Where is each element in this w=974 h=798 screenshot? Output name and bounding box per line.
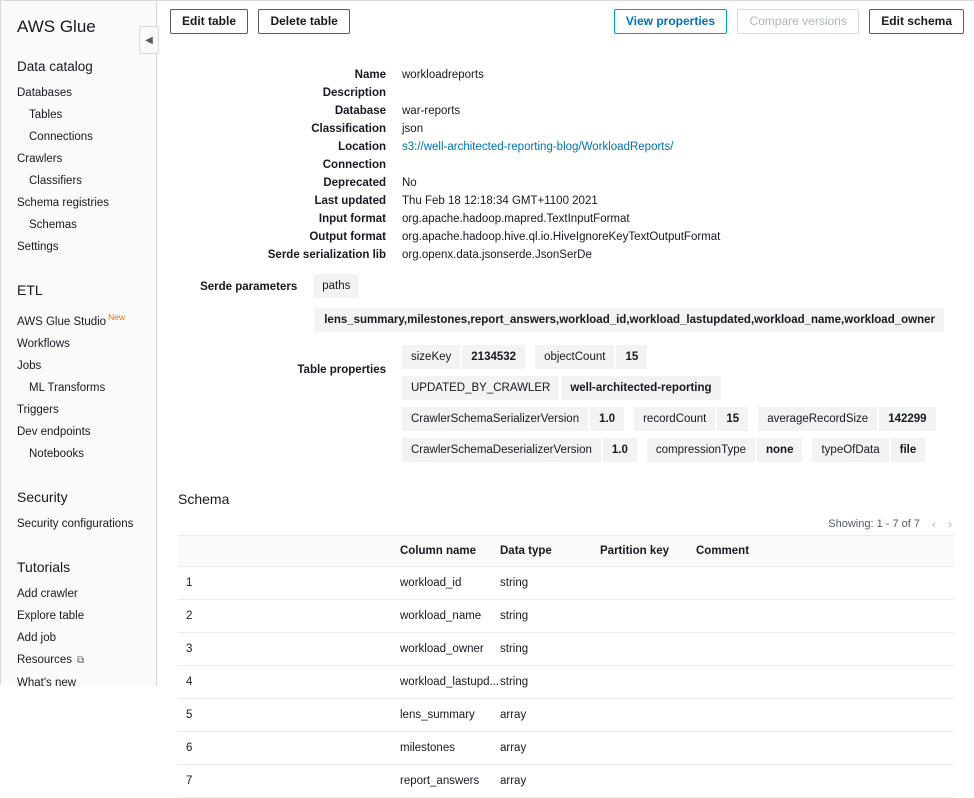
sidebar-item-label: Triggers: [17, 403, 59, 416]
sidebar-item-jobs[interactable]: [1, 355, 156, 377]
schema-col-comment[interactable]: Comment: [688, 536, 954, 567]
sidebar-item-add-job[interactable]: [1, 627, 156, 649]
sidebar-item-label: Security configurations: [17, 517, 134, 530]
sidebar-item-label: Connections: [29, 131, 93, 143]
edit-schema-button[interactable]: Edit schema: [869, 9, 964, 34]
sidebar-item-label: ML Transforms: [29, 381, 106, 394]
detail-label: Connection: [322, 159, 386, 171]
row-partition-key: [592, 567, 688, 600]
row-comment: [688, 600, 954, 633]
table-row[interactable]: [178, 732, 954, 765]
sidebar-item-label: AWS Glue Studio: [17, 315, 107, 328]
new-badge: New: [108, 312, 126, 322]
table-toolbar: [158, 1, 974, 41]
schema-heading: Schema: [178, 491, 230, 507]
sidebar-spacer: [1, 535, 156, 545]
detail-value: workloadreports: [402, 69, 484, 81]
sidebar-item-ml-transforms[interactable]: [1, 377, 156, 399]
table-properties-value: [402, 345, 954, 469]
row-partition-key: [592, 765, 688, 798]
detail-value: org.openx.data.jsonserde.JsonSerDe: [402, 249, 592, 261]
detail-label: Classification: [311, 123, 386, 135]
schema-col-index: [178, 536, 392, 567]
table-properties-row: [178, 345, 954, 469]
property-chip: [402, 407, 624, 431]
toolbar-left-group: [170, 9, 356, 34]
row-partition-key: [592, 699, 688, 732]
detail-row: [178, 121, 954, 138]
detail-label: Last updated: [314, 195, 386, 207]
detail-value: No: [402, 177, 417, 189]
row-index: 1: [178, 567, 392, 600]
detail-label: Description: [322, 87, 386, 99]
external-link-icon: ⧉: [76, 654, 85, 666]
schema-table: [178, 535, 954, 798]
property-chip: [402, 345, 525, 369]
property-value: 15: [715, 407, 748, 431]
sidebar-section-title: Security: [17, 488, 68, 505]
sidebar-item-label: Jobs: [17, 359, 42, 372]
sidebar-item-label: Notebooks: [29, 447, 84, 460]
sidebar-item-label: Resources: [17, 653, 72, 666]
detail-row: [178, 247, 954, 264]
property-chip: [402, 376, 721, 400]
schema-col-column-name[interactable]: Column name: [392, 536, 492, 567]
sidebar-collapse-toggle[interactable]: [139, 26, 159, 54]
detail-label: Location: [338, 141, 386, 153]
detail-value: war-reports: [402, 105, 461, 117]
sidebar-section-title: ETL: [17, 282, 43, 298]
property-key: typeOfData: [812, 438, 888, 462]
row-column-name: milestones: [392, 732, 492, 765]
row-data-type: string: [492, 567, 592, 600]
sidebar-spacer: [1, 465, 156, 475]
row-data-type[interactable]: array: [492, 699, 592, 732]
sidebar: [1, 1, 157, 689]
sidebar-item-label: Settings: [17, 241, 59, 253]
row-comment: [688, 666, 954, 699]
detail-label: Name: [354, 69, 386, 81]
property-value: none: [755, 438, 802, 462]
schema-section: [158, 473, 974, 798]
property-value: 1.0: [588, 407, 624, 431]
sidebar-item-settings[interactable]: [1, 236, 156, 258]
serde-parameters-value: [313, 274, 954, 339]
sidebar-item-label: Tables: [29, 109, 63, 121]
detail-value[interactable]: s3://well-architected-reporting-blog/WorkloadReports/: [402, 141, 674, 153]
property-chip: [634, 407, 748, 431]
sidebar-item-triggers[interactable]: [1, 399, 156, 421]
table-properties-row-1: [402, 345, 954, 407]
row-partition-key: [592, 732, 688, 765]
row-partition-key: [592, 666, 688, 699]
sidebar-item-explore-table[interactable]: [1, 605, 156, 627]
delete-table-button[interactable]: Delete table: [258, 9, 349, 34]
main-content: [158, 1, 974, 787]
sidebar-sections: [1, 59, 156, 704]
detail-row: [178, 193, 954, 210]
property-key: UPDATED_BY_CRAWLER: [402, 376, 559, 400]
sidebar-spacer: [1, 258, 156, 268]
detail-label: Database: [334, 105, 386, 117]
schema-col-partition-key[interactable]: Partition key: [592, 536, 688, 567]
row-index: 3: [178, 633, 392, 666]
sidebar-item-workflows[interactable]: [1, 333, 156, 355]
sidebar-section-title: Tutorials: [17, 558, 71, 575]
row-partition-key: [592, 600, 688, 633]
property-value: 15: [614, 345, 647, 369]
detail-label: Serde serialization lib: [267, 249, 386, 261]
table-row[interactable]: [178, 765, 954, 798]
property-chip: [402, 438, 637, 462]
detail-row: [178, 67, 954, 84]
sidebar-item-schemas[interactable]: [1, 214, 156, 236]
detail-row: [178, 211, 954, 228]
serde-key: paths: [313, 274, 359, 298]
row-comment: [688, 633, 954, 666]
row-column-name: workload_lastupd...: [392, 666, 492, 699]
schema-showing-count: Showing: 1 - 7 of 7: [828, 518, 920, 530]
serde-parameters-label: Serde parameters: [200, 281, 298, 293]
property-value: well-architected-reporting: [559, 376, 720, 400]
row-index: 7: [178, 765, 392, 798]
detail-value: Thu Feb 18 12:18:34 GMT+1100 2021: [402, 195, 598, 207]
serde-value-chip: [313, 308, 944, 332]
sidebar-item-label: Add crawler: [17, 587, 78, 600]
property-key: sizeKey: [402, 345, 460, 369]
property-chip: [812, 438, 925, 462]
property-key: compressionType: [647, 438, 755, 462]
property-chip: [758, 407, 935, 431]
serde-value-chip-wrap: [313, 308, 954, 339]
serde-key-chip: [313, 274, 359, 298]
row-partition-key: [592, 633, 688, 666]
sidebar-item-label: What's new: [17, 676, 77, 689]
sidebar-item-label: Workflows: [17, 337, 70, 350]
sidebar-item-resources[interactable]: [1, 649, 156, 672]
sidebar-item-crawlers[interactable]: [1, 148, 156, 170]
property-key: objectCount: [535, 345, 614, 369]
sidebar-item-what-s-new[interactable]: [1, 672, 156, 694]
row-column-name: report_answers: [392, 765, 492, 798]
sidebar-item-label: Explore table: [17, 609, 85, 622]
chevron-left-icon: ◀: [145, 34, 153, 46]
table-properties-label: Table properties: [297, 364, 386, 376]
app-brand: AWS Glue: [17, 17, 96, 36]
sidebar-item-label: Schema registries: [17, 197, 110, 209]
row-comment: [688, 765, 954, 798]
detail-rows: [178, 67, 954, 264]
property-key: CrawlerSchemaSerializerVersion: [402, 407, 588, 431]
serde-key-chip-wrap: [313, 274, 954, 305]
row-column-name: lens_summary: [392, 699, 492, 732]
property-key: recordCount: [634, 407, 715, 431]
row-column-name: workload_id: [392, 567, 492, 600]
row-comment: [688, 567, 954, 600]
sidebar-item-label: Add job: [17, 631, 57, 644]
property-value: 1.0: [601, 438, 637, 462]
detail-label: Deprecated: [323, 177, 386, 189]
row-data-type: string: [492, 633, 592, 666]
detail-value: org.apache.hadoop.hive.ql.io.HiveIgnoreKeyTextOutputFormat: [402, 231, 721, 243]
table-row[interactable]: [178, 633, 954, 666]
sidebar-item-security-configurations[interactable]: [1, 513, 156, 535]
sidebar-item-notebooks[interactable]: [1, 443, 156, 465]
sidebar-item-schema-registries[interactable]: [1, 192, 156, 214]
serde-value: lens_summary,milestones,report_answers,workload_id,workload_lastupdated,workload_name,workload_owner: [313, 308, 944, 332]
sidebar-item-label: Schemas: [29, 219, 77, 231]
detail-row: [178, 103, 954, 120]
sidebar-item-label: Databases: [17, 87, 72, 99]
sidebar-item-add-crawler[interactable]: [1, 583, 156, 605]
detail-row: [178, 85, 954, 102]
row-data-type[interactable]: array: [492, 732, 592, 765]
sidebar-item-label: Dev endpoints: [17, 425, 91, 438]
row-data-type: string: [492, 600, 592, 633]
detail-label: Output format: [309, 231, 386, 243]
schema-col-data-type[interactable]: Data type: [492, 536, 592, 567]
table-row[interactable]: [178, 666, 954, 699]
detail-row: [178, 157, 954, 174]
edit-table-button[interactable]: Edit table: [170, 9, 248, 34]
row-index: 5: [178, 699, 392, 732]
detail-label: Input format: [318, 213, 386, 225]
prev-page-icon[interactable]: ‹: [932, 517, 936, 531]
table-row[interactable]: [178, 600, 954, 633]
property-value: 2134532: [460, 345, 525, 369]
detail-row: [178, 175, 954, 192]
serde-parameters-row: [178, 274, 954, 339]
property-key: averageRecordSize: [758, 407, 877, 431]
next-page-icon[interactable]: ›: [948, 517, 952, 531]
property-key: CrawlerSchemaDeserializerVersion: [402, 438, 601, 462]
sidebar-section-title: Data catalog: [17, 59, 93, 74]
row-column-name: workload_owner: [392, 633, 492, 666]
schema-header-row: [178, 536, 954, 567]
sidebar-item-aws-glue-studio[interactable]: [1, 306, 156, 333]
table-row[interactable]: [178, 699, 954, 732]
table-details: [158, 41, 974, 469]
detail-value: json: [402, 123, 424, 135]
schema-table-body: [178, 567, 954, 798]
row-column-name: workload_name: [392, 600, 492, 633]
toolbar-right-group: [608, 9, 964, 34]
property-value: file: [889, 438, 926, 462]
row-comment: [688, 732, 954, 765]
property-chip: [647, 438, 803, 462]
property-chip: [535, 345, 647, 369]
sidebar-item-databases[interactable]: [1, 82, 156, 104]
detail-row: [178, 229, 954, 246]
row-index: 4: [178, 666, 392, 699]
property-value: 142299: [877, 407, 935, 431]
detail-value: org.apache.hadoop.mapred.TextInputFormat: [402, 213, 630, 225]
sidebar-item-connections[interactable]: [1, 126, 156, 148]
row-index: 2: [178, 600, 392, 633]
sidebar-item-label: Classifiers: [29, 175, 83, 187]
table-row[interactable]: [178, 567, 954, 600]
table-properties-row-2: [402, 407, 954, 438]
row-data-type: string: [492, 666, 592, 699]
table-properties-row-3: [402, 438, 954, 469]
sidebar-item-dev-endpoints[interactable]: [1, 421, 156, 443]
view-properties-button[interactable]: View properties: [614, 9, 727, 34]
schema-pagination: [178, 517, 954, 531]
detail-row: [178, 139, 954, 156]
sidebar-spacer: [1, 694, 156, 704]
sidebar-item-label: Crawlers: [17, 153, 63, 165]
row-data-type[interactable]: array: [492, 765, 592, 798]
sidebar-item-classifiers[interactable]: [1, 170, 156, 192]
row-index: 6: [178, 732, 392, 765]
compare-versions-button: Compare versions: [737, 9, 858, 34]
schema-table-head: [178, 536, 954, 567]
sidebar-item-tables[interactable]: [1, 104, 156, 126]
row-comment: [688, 699, 954, 732]
